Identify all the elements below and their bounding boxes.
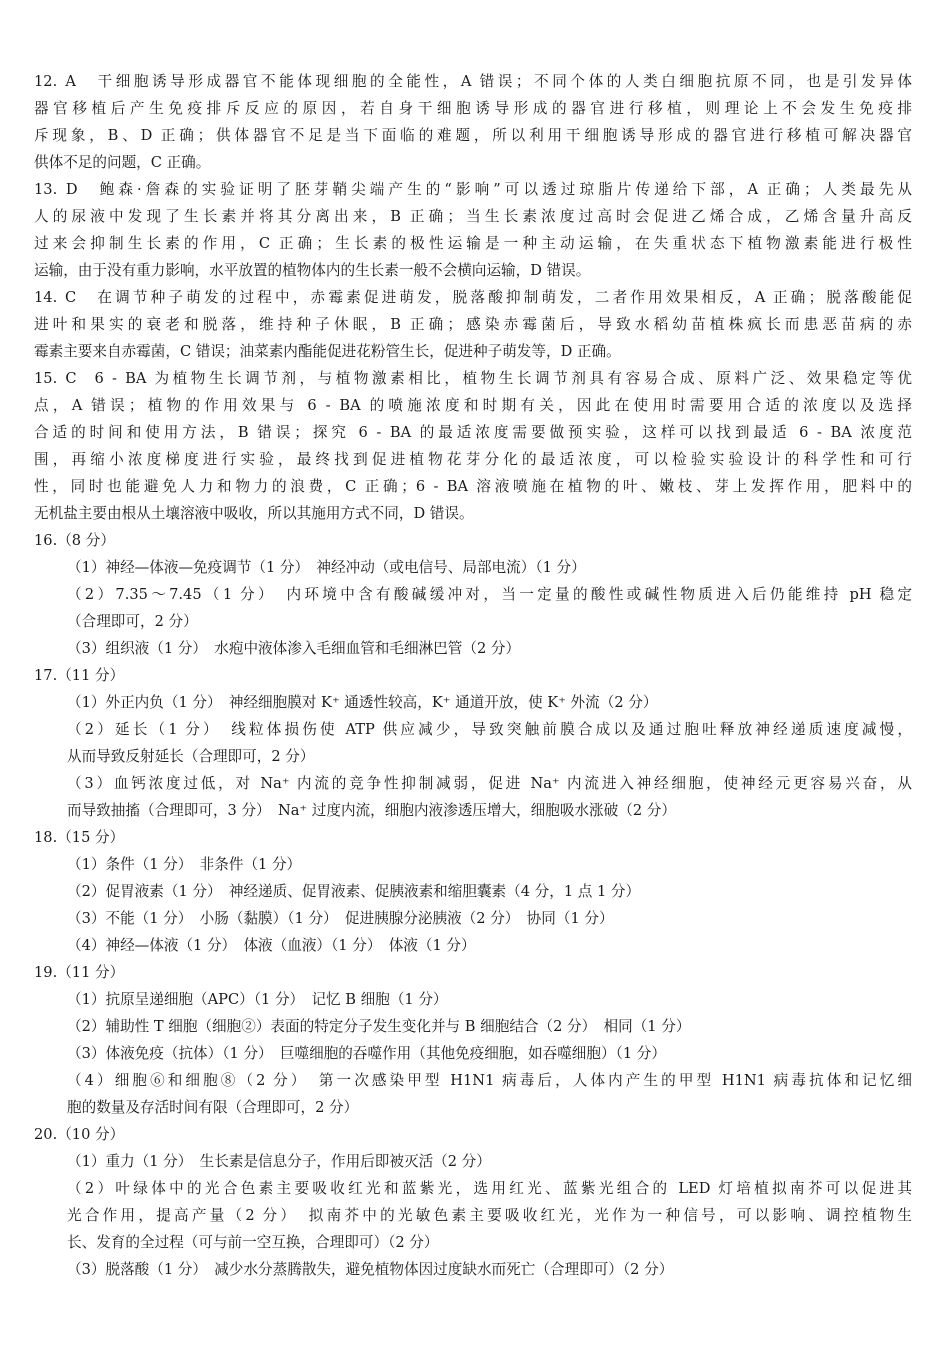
answer-text: 在调节种子萌发的过程中，赤霉素促进萌发，脱落酸抑制萌发，二者作用效果相反，A 正确；脱落酸能促 <box>94 289 912 306</box>
sub-answer: （1）神经—体液—免疫调节（1 分） 神经冲动（或电信号、局部电流）（1 分） <box>67 559 586 576</box>
section-19 <box>34 959 912 1121</box>
answer-text: 点，A 错误；植物的作用效果与 6 - BA 的喷施浓度和时期有关，因此在使用时需要用合适的浓度以及选择 <box>34 397 912 414</box>
question-15 <box>34 365 912 527</box>
sub-answer: （3）组织液（1 分） 水疱中液体渗入毛细血管和毛细淋巴管（2 分） <box>67 640 521 657</box>
sub-answer: （4）细胞⑥和细胞⑧（2 分） 第一次感染甲型 H1N1 病毒后，人体内产生的甲型 H1N1 病毒抗体和记忆细 <box>67 1072 912 1089</box>
sub-answer: （2）叶绿体中的光合色素主要吸收红光和蓝紫光，选用红光、蓝紫光组合的 LED 灯培植拟南芥可以促进其 <box>67 1180 912 1197</box>
section-heading: 16.（8 分） <box>34 532 115 549</box>
section-heading: 18.（15 分） <box>34 829 125 846</box>
answer-text: 进叶和果实的衰老和脱落，维持种子休眠，B 正确；感染赤霉菌后，导致水稻幼苗植株疯长而患恶苗病的赤 <box>34 316 912 333</box>
answer-text: 围，再缩小浓度梯度进行实验，最终找到促进植物花芽分化的最适浓度，可以检验实验设计的科学性和可行 <box>34 451 912 468</box>
sub-answer: （3）体液免疫（抗体）（1 分） 巨噬细胞的吞噬作用（其他免疫细胞，如吞噬细胞）（1 分） <box>67 1045 666 1062</box>
question-number: 14. C <box>34 289 77 306</box>
answer-text: 运输，由于没有重力影响，水平放置的植物体内的生长素一般不会横向运输，D 错误。 <box>34 262 591 279</box>
answer-text: 干细胞诱导形成器官不能体现细胞的全能性，A 错误；不同个体的人类白细胞抗原不同，也是引发异体 <box>93 73 912 90</box>
answer-text: 器官移植后产生免疫排斥反应的原因，若自身干细胞诱导形成的器官进行移植，则理论上不会发生免疫排 <box>34 100 912 117</box>
question-13 <box>34 176 912 284</box>
section-18 <box>34 824 912 959</box>
sub-answer: （3）不能（1 分） 小肠（黏膜）（1 分） 促进胰腺分泌胰液（2 分） 协同（1 分） <box>67 910 614 927</box>
sub-answer-continued: 光合作用，提高产量（2 分） 拟南芥中的光敏色素主要吸收红光，光作为一种信号，可以影响、调控植物生 <box>67 1207 912 1224</box>
question-number: 13. D <box>34 181 78 198</box>
answer-text: 霉素主要来自赤霉菌，C 错误；油菜素内酯能促进花粉管生长，促进种子萌发等，D 正确。 <box>34 343 621 360</box>
answer-text: 人的尿液中发现了生长素并将其分离出来，B 正确；当生长素浓度过高时会促进乙烯合成，乙烯含量升高反 <box>34 208 912 225</box>
answer-text: 过来会抑制生长素的作用，C 正确；生长素的极性运输是一种主动运输，在失重状态下植物激素能进行极性 <box>34 235 912 252</box>
section-heading: 17.（11 分） <box>34 667 125 684</box>
section-20 <box>34 1121 912 1283</box>
sub-answer: （2）辅助性 T 细胞（细胞②）表面的特定分子发生变化并与 B 细胞结合（2 分） 相同（1 分） <box>67 1018 691 1035</box>
section-16 <box>34 527 912 662</box>
answer-text: 鲍森·詹森的实验证明了胚芽鞘尖端产生的“影响”可以透过琼脂片传递给下部，A 正确；人类最先从 <box>95 181 912 198</box>
answer-text: 合适的时间和使用方法，B 错误；探究 6 - BA 的最适浓度需要做预实验，这样可以找到最适 6 - BA 浓度范 <box>34 424 912 441</box>
sub-answer: （4）神经—体液（1 分） 体液（血液）（1 分） 体液（1 分） <box>67 937 476 954</box>
question-number: 15. C <box>34 370 77 387</box>
answer-text: 性，同时也能避免人力和物力的浪费，C 正确；6 - BA 溶液喷施在植物的叶、嫩枝、芽上发挥作用，肥料中的 <box>34 478 912 495</box>
answer-text: 斥现象，B、D 正确；供体器官不足是当下面临的难题，所以利用干细胞诱导形成的器官进行移植可解决器官 <box>34 127 912 144</box>
section-17 <box>34 662 912 824</box>
sub-answer-continued: 而导致抽搐（合理即可，3 分） Na⁺ 过度内流，细胞内液渗透压增大，细胞吸水涨破（2 分） <box>67 802 676 819</box>
sub-answer: （1）条件（1 分） 非条件（1 分） <box>67 856 302 873</box>
sub-answer-continued: 长、发育的全过程（可与前一空互换，合理即可）（2 分） <box>67 1234 439 1251</box>
question-14 <box>34 284 912 365</box>
sub-answer: （2）7.35～7.45（1 分） 内环境中含有酸碱缓冲对，当一定量的酸性或碱性物质进入后仍能维持 pH 稳定 <box>67 586 912 603</box>
sub-answer-continued: 从而导致反射延长（合理即可，2 分） <box>67 748 315 765</box>
sub-answer: （3）脱落酸（1 分） 减少水分蒸腾散失，避免植物体因过度缺水而死亡（合理即可）（2 分） <box>67 1261 674 1278</box>
section-heading: 19.（11 分） <box>34 964 125 981</box>
question-12 <box>34 68 912 176</box>
section-heading: 20.（10 分） <box>34 1126 125 1143</box>
answer-text: 6 - BA 为植物生长调节剂，与植物激素相比，植物生长调节剂具有容易合成、原料广泛、效果稳定等优 <box>94 370 912 387</box>
sub-answer: （1）重力（1 分） 生长素是信息分子，作用后即被灭活（2 分） <box>67 1153 491 1170</box>
sub-answer: （3）血钙浓度过低，对 Na⁺ 内流的竞争性抑制减弱，促进 Na⁺ 内流进入神经细胞，使神经元更容易兴奋，从 <box>67 775 912 792</box>
sub-answer: （1）抗原呈递细胞（APC）（1 分） 记忆 B 细胞（1 分） <box>67 991 448 1008</box>
sub-answer: （2）促胃液素（1 分） 神经递质、促胃液素、促胰液素和缩胆囊素（4 分，1 点 1 分） <box>67 883 641 900</box>
sub-answer-continued: 胞的数量及存活时间有限（合理即可，2 分） <box>67 1099 359 1116</box>
sub-answer: （1）外正内负（1 分） 神经细胞膜对 K⁺ 通透性较高，K⁺ 通道开放，使 K⁺ 外流（2 分） <box>67 694 658 711</box>
sub-answer-continued: （合理即可，2 分） <box>67 613 198 630</box>
question-number: 12. A <box>34 73 76 90</box>
answer-text: 供体不足的问题，C 正确。 <box>34 154 211 171</box>
answer-text: 无机盐主要由根从土壤溶液中吸收，所以其施用方式不同，D 错误。 <box>34 505 474 522</box>
sub-answer: （2）延长（1 分） 线粒体损伤使 ATP 供应减少，导致突触前膜合成以及通过胞吐释放神经递质速度减慢， <box>67 721 912 738</box>
